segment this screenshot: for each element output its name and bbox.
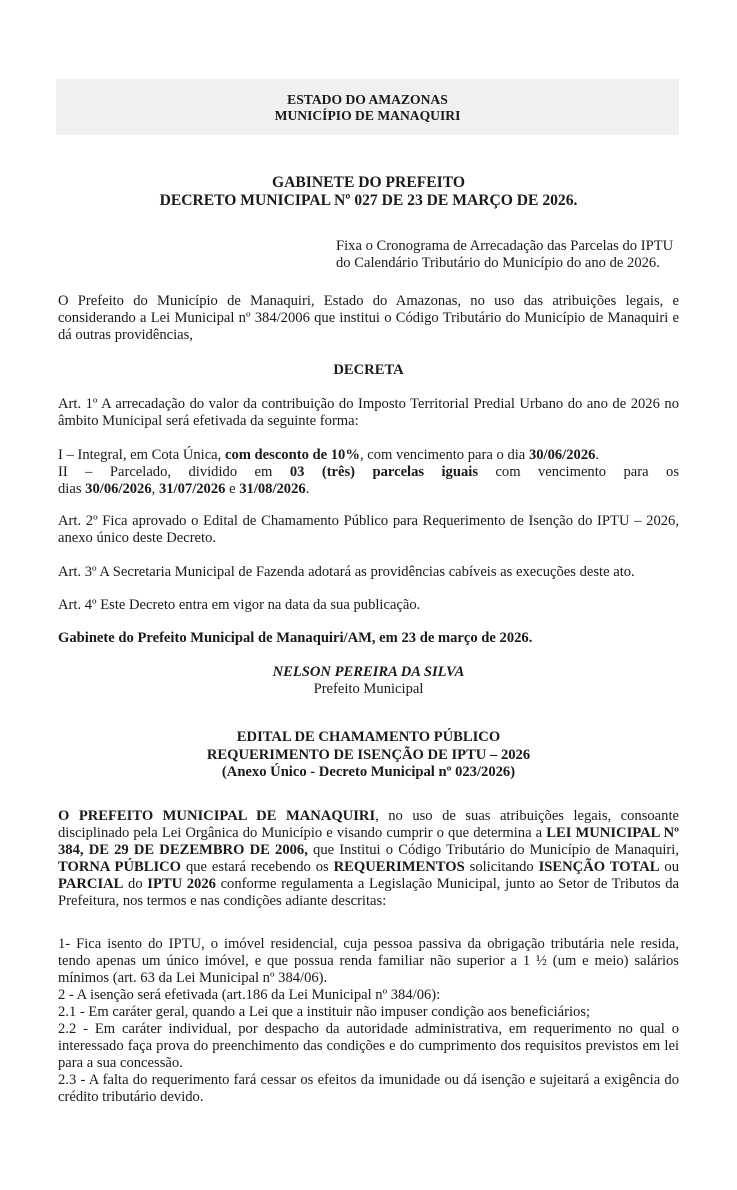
installment-date-2: 31/07/2026 xyxy=(158,481,226,497)
edital-intro: O PREFEITO MUNICIPAL DE MANAQUIRI, no uso de suas atribuições legais, consoante disciplinado pela Lei Orgânica do Município e visando cumprir o que determina a LEI MUNICIPAL Nº 384, DE 29 DE DEZEMBRO DE 2006, que Institui o Código Tributário do Município de Manaquiri, TORNA PÚBLICO que estará recebendo os REQUERIMENTOS solicitando ISENÇÃO TOTAL ou PARCIAL do IPTU 2026 conforme regulamenta a Legislação Municipal, junto ao Setor de Tributos da Prefeitura, nos termos e nas condições adiante descritas: xyxy=(58,808,680,909)
article-3: Art. 3º A Secretaria Municipal de Fazenda adotará as providências cabíveis as execuções deste ato. xyxy=(58,564,635,580)
installments-text: 03 (três) parcelas iguais xyxy=(289,464,479,480)
article-1-item-ii: II – Parcelado, dividido em 03 (três) parcelas iguais com vencimento para os dias 30/06/2026, 31/07/2026 e 31/08/2026. xyxy=(58,464,680,497)
edital-item-2-2: 2.2 - Em caráter individual, por despacho da autoridade administrativa, em requerimento no qual o interessado faça prova do preenchimento das condições e do cumprimento dos requisitos previstos em lei para a sua concessão. xyxy=(58,1021,679,1071)
article-4: Art. 4º Este Decreto entra em vigor na data da sua publicação. xyxy=(58,597,421,613)
signatory-role: Prefeito Municipal xyxy=(313,681,424,697)
edital-items xyxy=(58,936,679,1106)
installment-date-3: 31/08/2026 xyxy=(239,481,306,497)
decree-closing: Gabinete do Prefeito Municipal de Manaquiri/AM, em 23 de março de 2026. xyxy=(58,630,533,646)
decreta-heading: DECRETA xyxy=(333,362,404,378)
decree-ementa xyxy=(336,238,681,272)
edital-title: EDITAL DE CHAMAMENTO PÚBLICO xyxy=(236,729,501,745)
edital-item-2-3: 2.3 - A falta do requerimento fará cessar os efeitos da imunidade ou dá isenção e sujeitará a exigência do crédito tributário devido. xyxy=(58,1072,679,1105)
edital-annex-ref: (Anexo Único - Decreto Municipal nº 023/2026) xyxy=(221,764,516,780)
installment-date-1: 30/06/2026 xyxy=(85,481,152,497)
article-1: Art. 1º A arrecadação do valor da contribuição do Imposto Territorial Predial Urbano do ano de 2026 no âmbito Municipal será efetivada da seguinte forma: xyxy=(58,396,679,429)
edital-item-1: 1- Fica isento do IPTU, o imóvel residencial, cuja pessoa passiva da obrigação tributária nele resida, tendo apenas um único imóvel, e que possua renda familiar não superior a 1 ½ (um e meio) salários mínimos (art. 63 da Lei Municipal nº 384/06). xyxy=(58,936,679,986)
letterhead-municipality: MUNICÍPIO DE MANAQUIRI xyxy=(274,107,461,123)
signatory-name: NELSON PEREIRA DA SILVA xyxy=(272,664,465,680)
edital-item-2: 2 - A isenção será efetivada (art.186 da Lei Municipal nº 384/06): xyxy=(58,987,441,1003)
letterhead xyxy=(56,79,679,135)
article-1-item-i: I – Integral, em Cota Única, com desconto de 10%, com vencimento para o dia 30/06/2026. xyxy=(58,447,600,463)
edital-heading xyxy=(58,729,679,782)
decree-preamble: O Prefeito do Município de Manaquiri, Estado do Amazonas, no uso das atribuições legais, e considerando a Lei Municipal nº 384/2006 que institui o Código Tributário do Município de Manaquiri e dá outras providências, xyxy=(58,293,679,343)
edital-subtitle: REQUERIMENTO DE ISENÇÃO DE IPTU – 2026 xyxy=(206,746,531,763)
edital-item-2-1: 2.1 - Em caráter geral, quando a Lei que a instituir não impuser condição aos beneficiários; xyxy=(58,1004,591,1020)
ementa-line-2: do Calendário Tributário do Município do ano de 2026. xyxy=(336,255,660,271)
letterhead-state: ESTADO DO AMAZONAS xyxy=(287,92,448,107)
ementa-line-1: Fixa o Cronograma de Arrecadação das Parcelas do IPTU xyxy=(336,238,674,254)
due-date: 30/06/2026 xyxy=(528,447,596,463)
article-2: Art. 2º Fica aprovado o Edital de Chamamento Público para Requerimento de Isenção do IPTU – 2026, anexo único deste Decreto. xyxy=(58,513,679,546)
decree-title: DECRETO MUNICIPAL Nº 027 DE 23 DE MARÇO DE 2026. xyxy=(159,192,578,209)
discount-text: com desconto de 10% xyxy=(224,447,360,463)
office-title: GABINETE DO PREFEITO xyxy=(272,174,465,191)
signature-block xyxy=(58,664,679,698)
decree-heading xyxy=(58,174,679,210)
